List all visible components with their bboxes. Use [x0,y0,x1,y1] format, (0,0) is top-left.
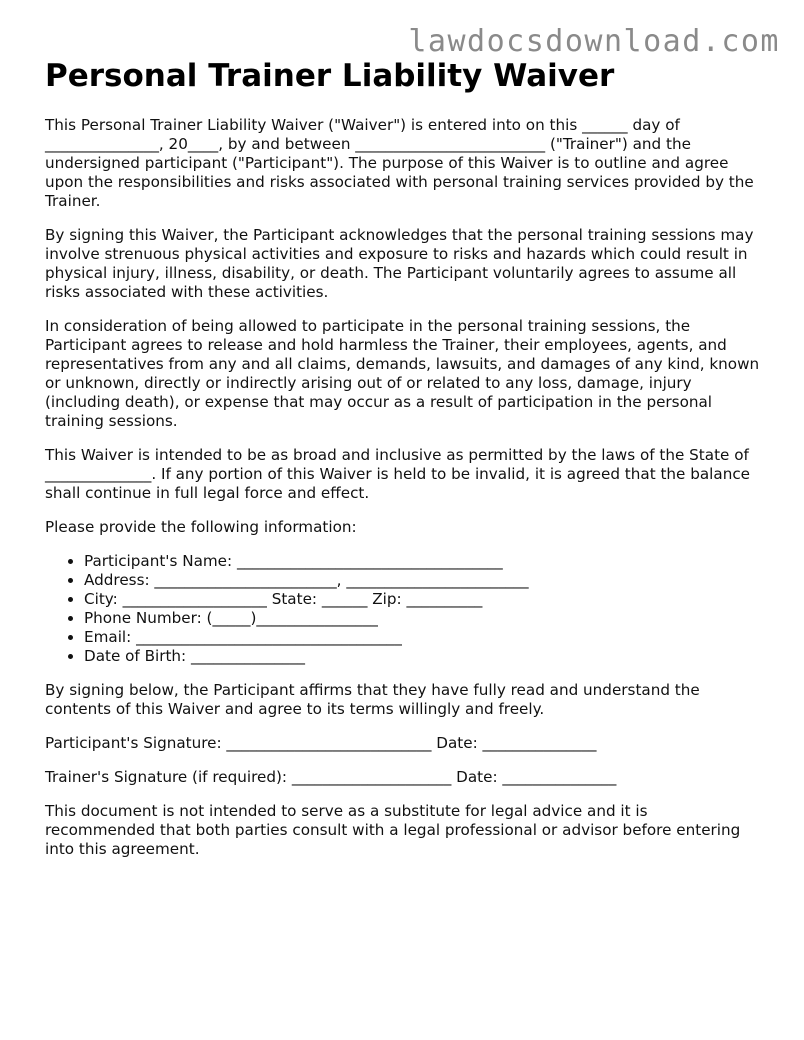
disclaimer-paragraph: This document is not intended to serve as a substitute for legal advice and it is recommended that both parties consult with a legal professional or advisor before entering into this agreement. [45,802,741,858]
city-state-zip-field: • City: ___________________ State: ______ Zip: __________ [84,590,761,609]
risks-paragraph: By signing this Waiver, the Participant acknowledges that the personal training sessions may involve strenuous physical activities and exposure to risks and hazards which could result in physical injury, illness, disability, or death. The Participant voluntarily agrees to assume all risks associated with these activities. [45,226,754,301]
watermark-text: lawdocsdownload.com [408,24,780,59]
address-field: • Address: ________________________, ________________________ [84,571,761,590]
participant-signature-line: Participant's Signature: ___________________________ Date: _______________ [45,734,597,752]
trainer-signature-line: Trainer's Signature (if required): _____________________ Date: _______________ [45,768,617,786]
scope-paragraph: This Waiver is intended to be as broad and inclusive as permitted by the laws of the State of ______________. If any portion of this Waiver is held to be invalid, it is agreed that the balance shall continue in full legal force and effect. [45,446,751,502]
date-of-birth-field: • Date of Birth: _______________ [84,647,761,666]
info-prompt: Please provide the following information: [45,518,357,536]
document-body [45,56,761,874]
phone-number-field: • Phone Number: (_____)________________ [84,609,761,628]
release-paragraph: In consideration of being allowed to participate in the personal training sessions, the Participant agrees to release and hold harmless the Trainer, their employees, agents, and representatives from any and all claims, demands, lawsuits, and damages of any kind, known or unknown, directly or indirectly arising out of or related to any loss, damage, injury (including death), or expense that may occur as a result of participation in the personal training sessions. [45,317,760,430]
email-field: • Email: ___________________________________ [84,628,761,647]
affirm-paragraph: By signing below, the Participant affirms that they have fully read and understand the contents of this Waiver and agree to its terms willingly and freely. [45,681,700,718]
document-title: Personal Trainer Liability Waiver [45,58,615,94]
participant-name-field: • Participant's Name: ___________________________________ [84,552,761,571]
info-field-list [45,552,761,666]
intro-paragraph: This Personal Trainer Liability Waiver ("Waiver") is entered into on this ______ day of _______________, 20____, by and between _________________________ ("Trainer") and the undersigned participant ("Participant"). The purpose of this Waiver is to outline and agree upon the responsibilities and risks associated with personal training services provided by the Trainer. [45,116,754,210]
